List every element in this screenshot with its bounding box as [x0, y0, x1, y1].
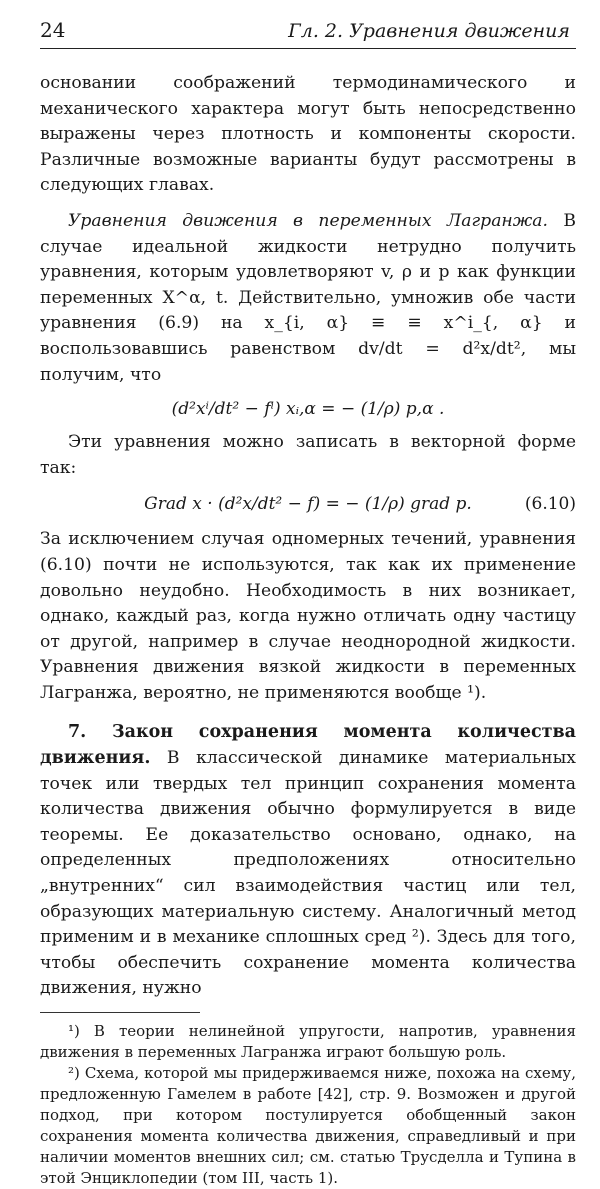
page-header	[40, 14, 576, 49]
footnotes	[40, 1021, 576, 1189]
footnote-1: ¹) В теории нелинейной упругости, напротив, уравнения движения в переменных Лагранжа играют большую роль.	[40, 1022, 576, 1061]
footnote-divider	[40, 1012, 200, 1013]
equation-lagrange	[40, 394, 576, 424]
equation-6-10	[40, 489, 576, 519]
paragraph-vector-form: Эти уравнения можно записать в векторной форме так:	[40, 432, 576, 478]
equation-6-10-formula: Grad x · (d²x/dt² − f) = − (1/ρ) grad p.	[144, 494, 472, 515]
paragraph-intro: основании соображений термодинамического и механического характера могут быть непосредственно выражены через плотность и компоненты скорости. Различные возможные варианты будут рассмотрены в следующих главах.	[40, 73, 576, 196]
footnote-2: ²) Схема, которой мы придерживаемся ниже, похожа на схему, предложенную Гамелем в работе [42], стр. 9. Возможен и другой подход, при котором постулируется обобщенный закон сохранения момента количества движения, справедливый и при наличии моментов внешних сил; см. статью Труcделла и Тупина в этой Энциклопедии (том III, часть 1).	[40, 1064, 576, 1187]
section-heading: 7. Закон сохранения момента количества движения.	[40, 722, 576, 769]
book-page	[40, 14, 576, 1189]
page-number: 24	[40, 18, 66, 42]
paragraph-lagrange	[40, 209, 576, 388]
lagrange-italic-lead: Уравнения движения в переменных Лагранжа.	[68, 210, 549, 231]
equation-number: (6.10)	[524, 494, 576, 515]
paragraph-exception: За исключением случая одномерных течений, уравнения (6.10) почти не используются, так как их применение довольно неудобно. Необходимость в них возникает, однако, каждый раз, когда нужно отличать одну частицу от другой, например в случае неоднородной жидкости. Уравнения движения вязкой жидкости в переменных Лагранжа, вероятно, не применяются вообще ¹).	[40, 529, 576, 703]
section-7	[40, 720, 576, 1002]
lagrange-text: В случае идеальной жидкости нетрудно получить уравнения, которым удовлетворяют v, ρ и p как функции переменных X^α, t. Действительно, умножив обе части уравнения (6.9) на x_{i, α} ≡ ≡ x^i_{, α} и воспользовавшись равенством dv/dt = d²x/dt², мы получим, что	[40, 210, 576, 385]
running-title: Гл. 2. Уравнения движения	[288, 20, 570, 42]
section-text: В классической динамике материальных точек или твердых тел принцип сохранения момента количества движения обычно формулируется в виде теоремы. Ее доказательство основано, однако, на определенных предположениях относительно „внутренних“ сил взаимодействия частиц или тел, образующих материальную систему. Аналогичный метод применим и в механике сплошных сред ²). Здесь для того, чтобы обеспечить сохранение момента количества движения, нужно	[40, 748, 576, 999]
equation-lagrange-formula: (d²xⁱ/dt² − fⁱ) xᵢ,α = − (1/ρ) p,α .	[171, 399, 445, 420]
